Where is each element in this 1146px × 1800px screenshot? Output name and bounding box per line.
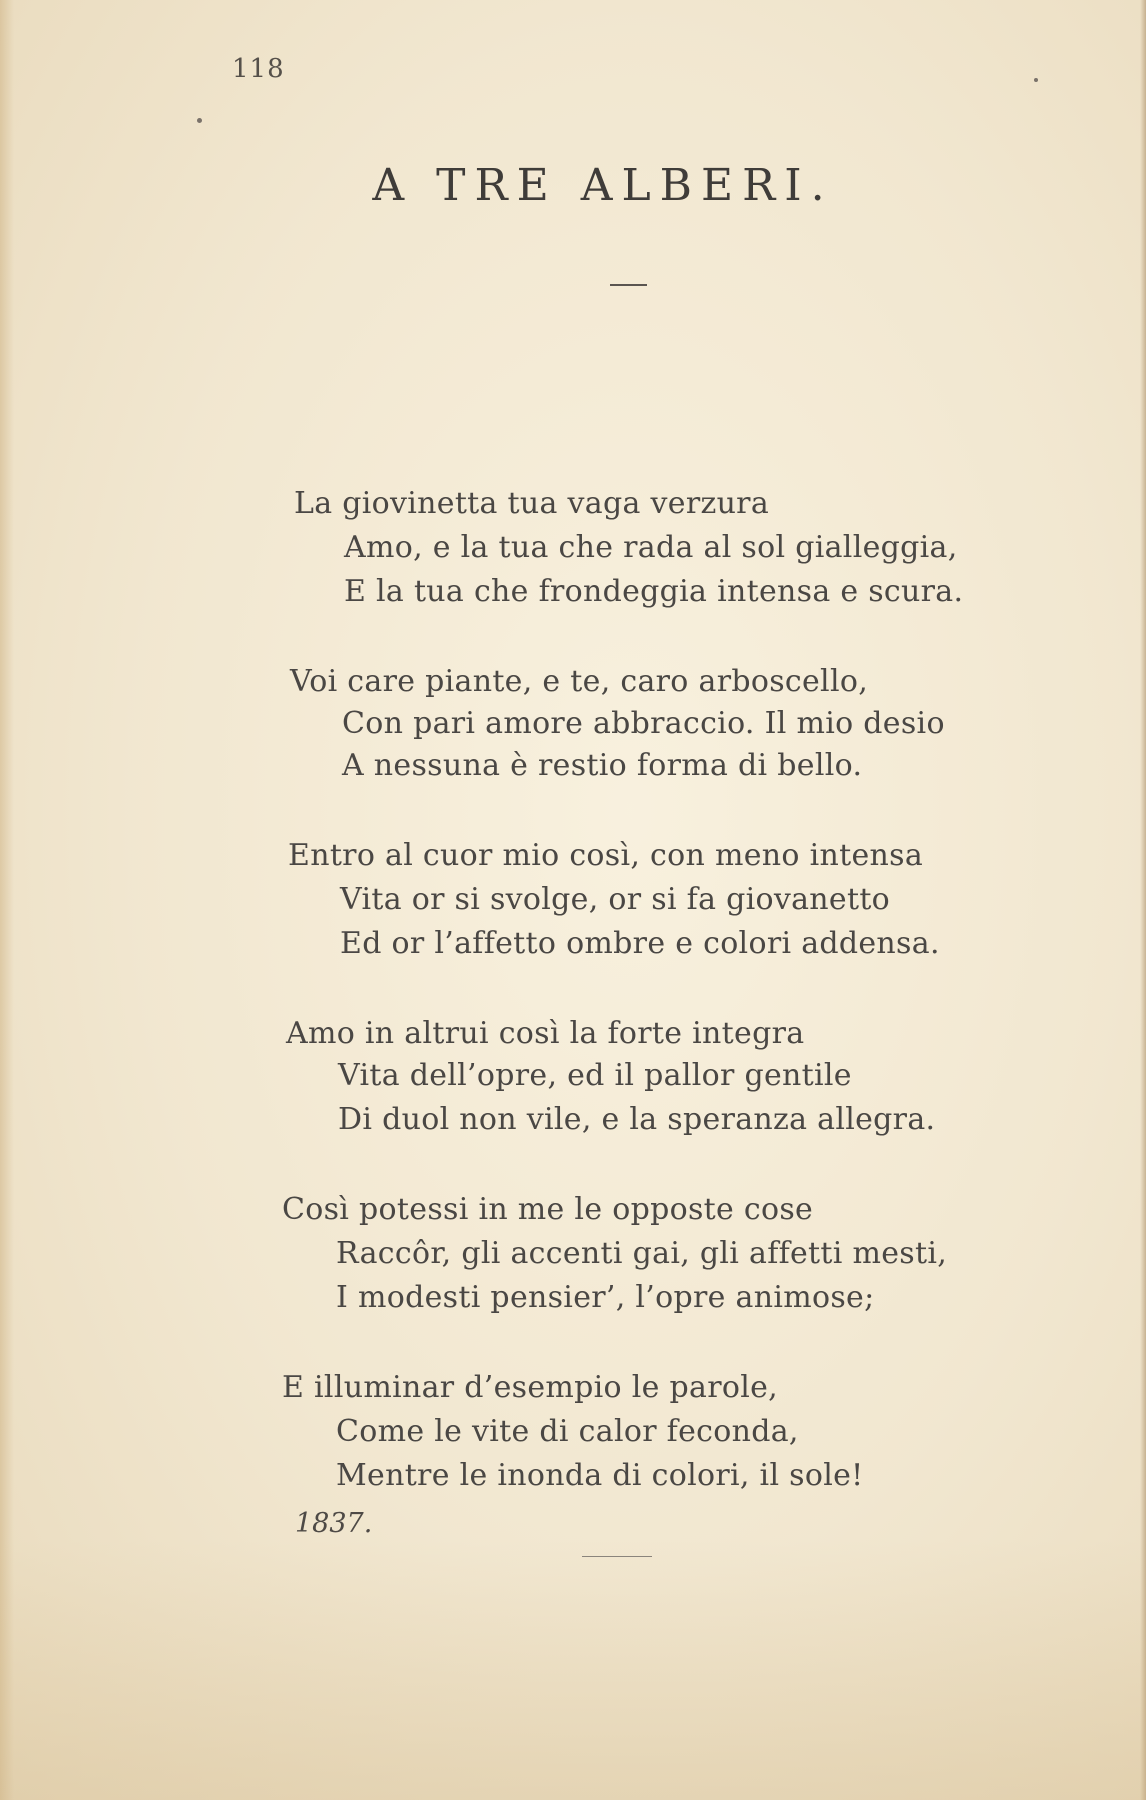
poem-line: Come le vite di calor feconda, xyxy=(336,1414,799,1449)
poem-line: Raccôr, gli accenti gai, gli affetti mesti, xyxy=(336,1236,948,1271)
poem-line: E illuminar d’esempio le parole, xyxy=(282,1370,779,1405)
page-number: 118 xyxy=(232,54,285,84)
poem-title: A TRE ALBERI. xyxy=(372,160,834,211)
poem-line: Vita dell’opre, ed il pallor gentile xyxy=(338,1058,852,1093)
poem-line: Entro al cuor mio così, con meno intensa xyxy=(288,838,924,873)
poem-line: Voi care piante, e te, caro arboscello, xyxy=(290,664,869,699)
poem-line: Amo in altrui così la forte integra xyxy=(286,1016,805,1051)
poem-line: Vita or si svolge, or si fa giovanetto xyxy=(340,882,891,917)
page-right-edge-shadow xyxy=(1140,0,1146,1800)
page-bottom-shading xyxy=(0,1540,1146,1800)
title-divider xyxy=(610,284,647,286)
poem-line: Con pari amore abbraccio. Il mio desio xyxy=(342,706,945,741)
poem-line: Amo, e la tua che rada al sol gialleggia, xyxy=(344,530,958,565)
ink-speck xyxy=(197,118,202,123)
poem-line: A nessuna è restio forma di bello. xyxy=(342,748,863,783)
poem-line: Ed or l’affetto ombre e colori addensa. xyxy=(340,926,940,961)
poem-date: 1837. xyxy=(295,1508,373,1539)
poem-line: I modesti pensier’, l’opre animose; xyxy=(336,1280,875,1315)
poem-line: La giovinetta tua vaga verzura xyxy=(294,486,770,521)
poem-line: Così potessi in me le opposte cose xyxy=(282,1192,814,1227)
poem-line: Di duol non vile, e la speranza allegra. xyxy=(338,1102,936,1137)
end-divider xyxy=(582,1556,652,1557)
page-left-edge-shadow xyxy=(0,0,14,1800)
poem-line: Mentre le inonda di colori, il sole! xyxy=(336,1458,864,1493)
ink-speck xyxy=(1034,78,1038,82)
poem-line: E la tua che frondeggia intensa e scura. xyxy=(344,574,964,609)
